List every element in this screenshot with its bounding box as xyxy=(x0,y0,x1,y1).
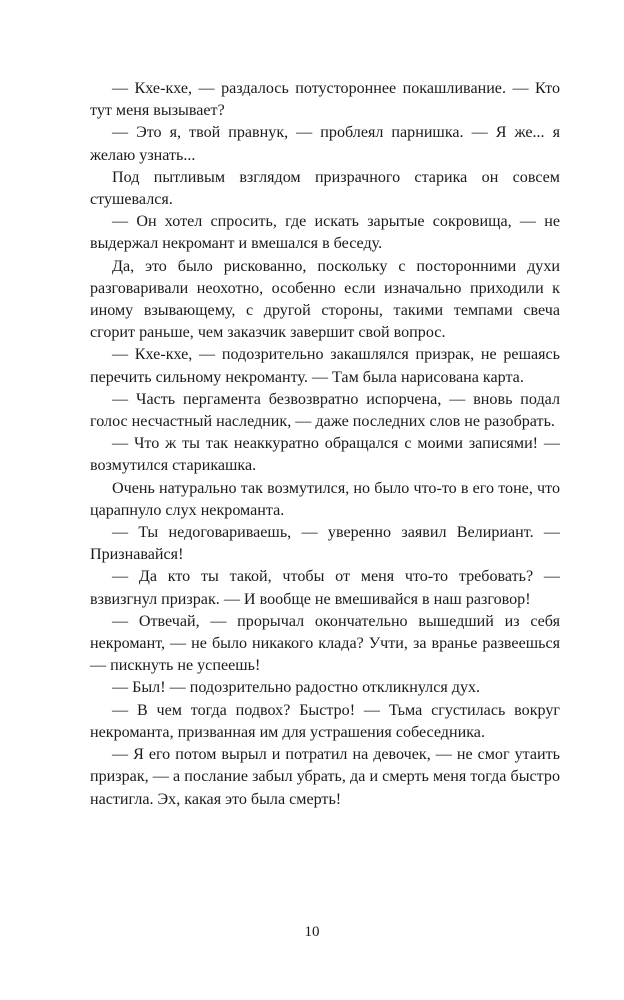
paragraph-8: — Что ж ты так неаккуратно обращался с моими записями! — возмутился старикашка. xyxy=(90,435,560,475)
page-text xyxy=(90,78,560,811)
page-number: 10 xyxy=(304,924,320,940)
paragraph-14: — В чем тогда подвох? Быстро! — Тьма сгустилась вокруг некроманта, призванная им для устрашения собеседника. xyxy=(90,701,560,741)
paragraph-5: Да, это было рискованно, поскольку с посторонними духи разговаривали неохотно, особенно если изначально приходили к иному взывающему, с другой стороны, такими темпами свеча сгорит раньше, чем заказчик завершит свой вопрос. xyxy=(90,257,560,342)
paragraph-7: — Часть пергамента безвозвратно испорчена, — вновь подал голос несчастный наследник, — даже последних слов не разобрать. xyxy=(90,390,560,431)
paragraph-6: — Кхе-кхе, — подозрительно закашлялся призрак, не решаясь перечить сильному некроманту. — Там была нарисована карта. xyxy=(90,346,560,386)
paragraph-9: Очень натурально так возмутился, но было что-то в его тоне, что царапнуло слух некроманта. xyxy=(90,479,560,519)
paragraph-3: Под пытливым взглядом призрачного старика он совсем стушевался. xyxy=(90,168,560,209)
paragraph-11: — Да кто ты такой, чтобы от меня что-то требовать? — взвизгнул призрак. — И вообще не вмешивайся в наш разговор! xyxy=(90,568,560,608)
paragraph-1: — Кхе-кхе, — раздалось потустороннее покашливание. — Кто тут меня вызывает? xyxy=(90,80,560,120)
paragraph-13: — Был! — подозрительно радостно откликнулся дух. xyxy=(112,679,481,697)
paragraph-15: — Я его потом вырыл и потратил на девочек, — не смог утаить призрак, — а послание забыл убрать, да и смерть меня тогда быстро настигла. Эх, какая это была смерть! xyxy=(90,746,560,808)
paragraph-12: — Отвечай, — прорычал окончательно вышедший из себя некромант, — не было никакого клада? Учти, за вранье развеешься — пискнуть не успеешь! xyxy=(90,612,560,675)
paragraph-10: — Ты недоговариваешь, — уверенно заявил Велириант. — Признавайся! xyxy=(90,524,560,564)
paragraph-4: — Он хотел спросить, где искать зарытые сокровища, — не выдержал некромант и вмешался в беседу. xyxy=(90,213,560,253)
paragraph-2: — Это я, твой правнук, — проблеял парнишка. — Я же... я желаю узнать... xyxy=(90,124,560,164)
